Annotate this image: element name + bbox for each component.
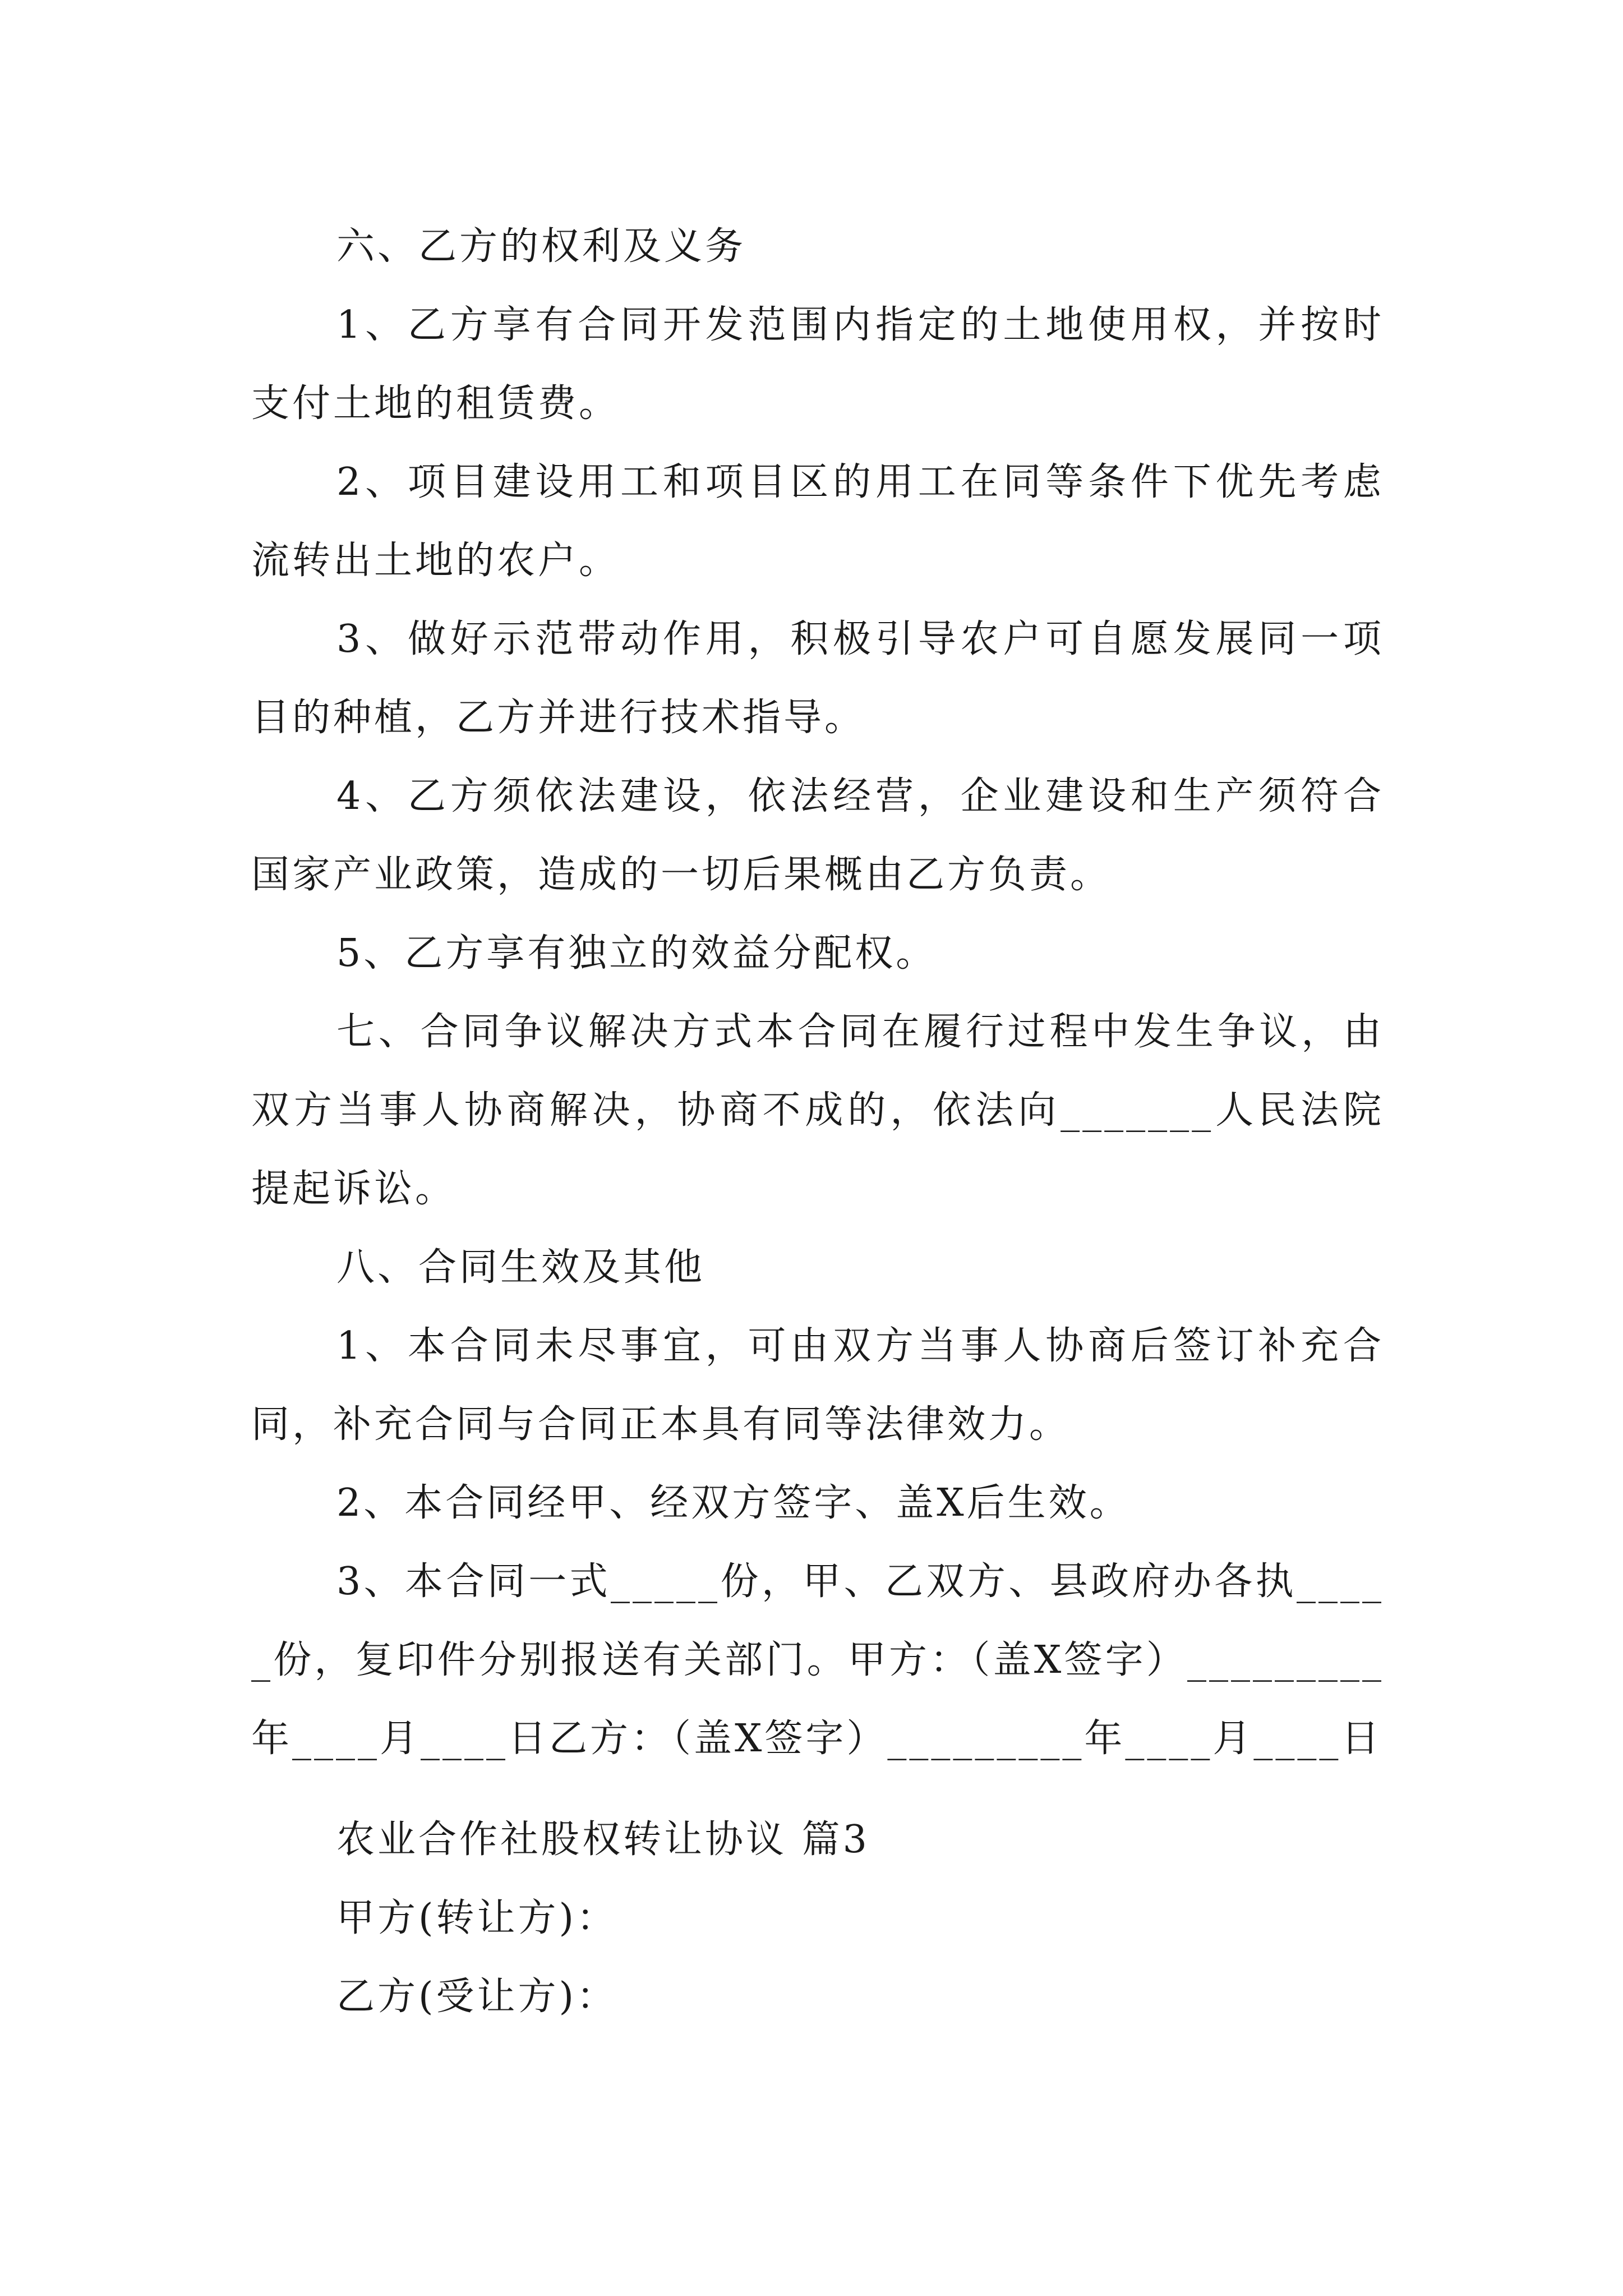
agreement-3-title: 农业合作社股权转让协议 篇3 — [336, 1818, 870, 1862]
section-seven-dispute: 七、合同争议解决方式本合同在履行过程中发生争议，由双方当事人协商解决，协商不成的，依法向_______人民法院提起诉讼。 — [251, 1010, 1384, 1211]
clause-6-4: 4、乙方须依法建设，依法经营，企业建设和生产须符合国家产业政策，造成的一切后果概由乙方负责。 — [251, 774, 1384, 897]
clause-8-3-signatures: 3、本合同一式_____份，甲、乙双方、县政府办各执_____份，复印件分别报送有关部门。甲方：（盖X签字）_________年____月____日乙方：（盖X签字）_________年____月____日 — [251, 1559, 1384, 1761]
clause-6-1: 1、乙方享有合同开发范围内指定的土地使用权，并按时支付土地的租赁费。 — [251, 303, 1384, 426]
section-six-heading: 六、乙方的权利及义务 — [336, 224, 746, 269]
party-b-line: 乙方(受让方)： — [336, 1975, 618, 2019]
clause-6-5: 5、乙方享有独立的效益分配权。 — [336, 931, 937, 976]
clause-6-3: 3、做好示范带动作用，积极引导农户可自愿发展同一项目的种植，乙方并进行技术指导。 — [251, 617, 1384, 740]
clause-8-1: 1、本合同未尽事宜，可由双方当事人协商后签订补充合同，补充合同与合同正本具有同等法律效力。 — [251, 1324, 1384, 1447]
clause-6-2: 2、项目建设用工和项目区的用工在同等条件下优先考虑流转出土地的农户。 — [251, 460, 1384, 583]
clause-8-2: 2、本合同经甲、经双方签字、盖X后生效。 — [336, 1481, 1131, 1525]
section-eight-heading: 八、合同生效及其他 — [336, 1245, 706, 1290]
document-body — [251, 208, 1384, 2036]
party-a-line: 甲方(转让方)： — [336, 1896, 618, 1940]
